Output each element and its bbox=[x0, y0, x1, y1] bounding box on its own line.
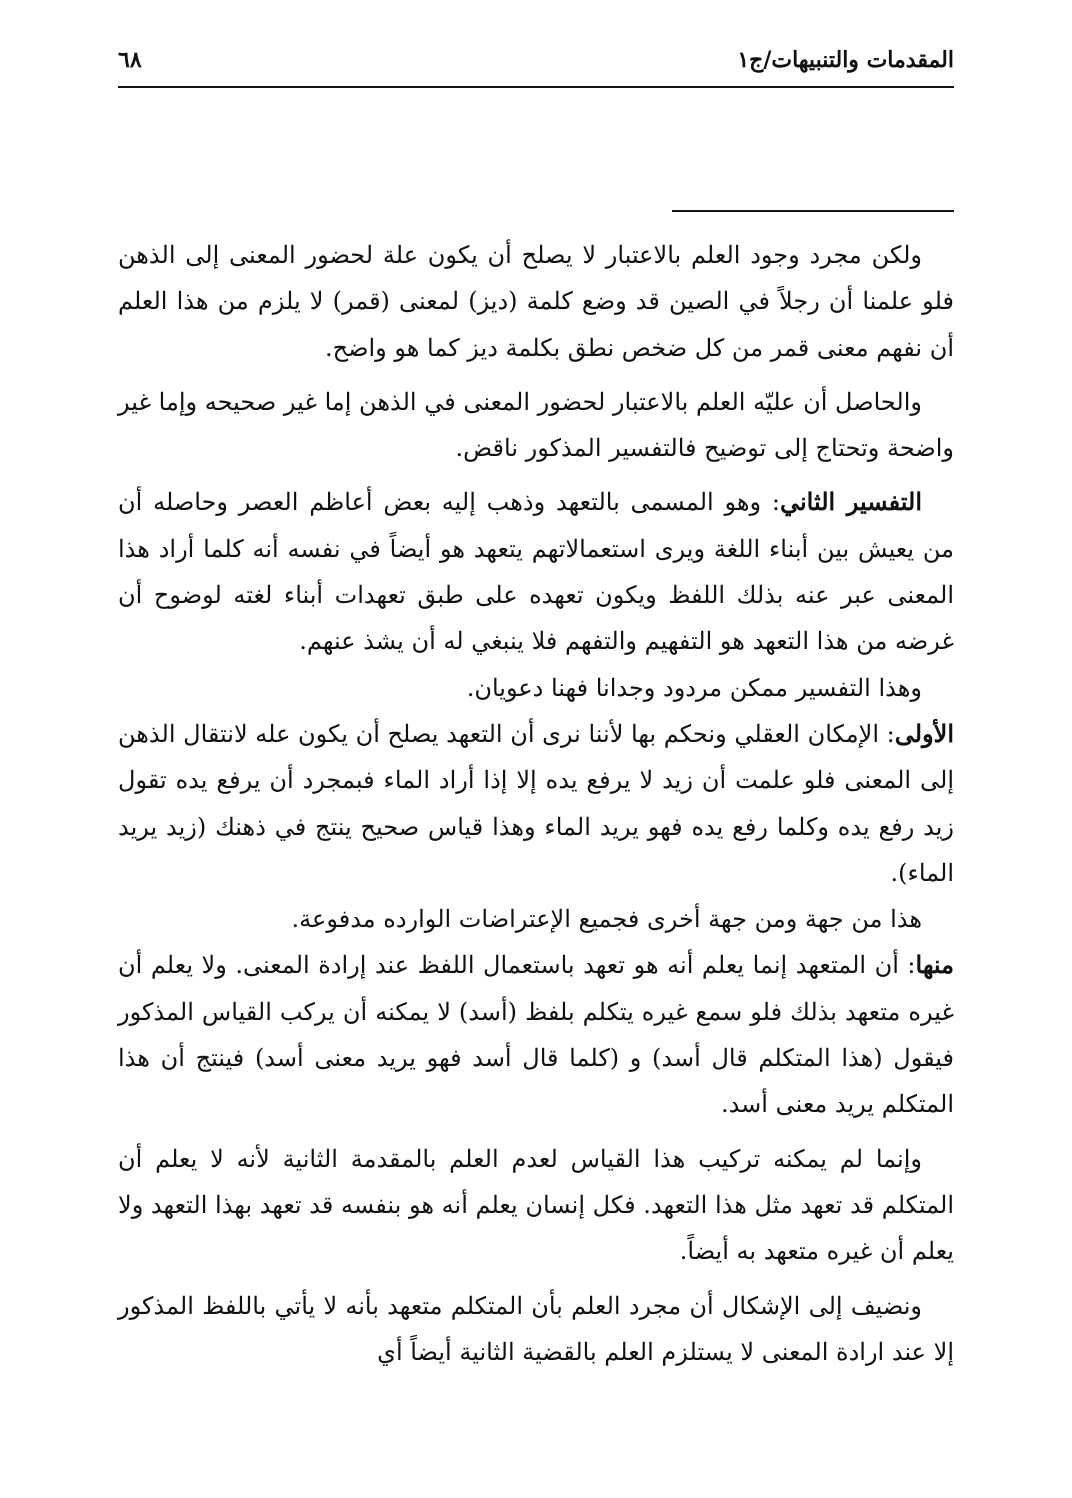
paragraph-text: وإنما لم يمكنه تركيب هذا القياس لعدم العلم بالمقدمة الثانية لأنه لا يعلم أن المتكلم قد تعهد مثل هذا التعهد. فكل إنسان يعلم أنه هو بنفسه قد تعهد بهذا التعهد ولا يعلم أن غيره متعهد به أيضاً. bbox=[118, 1144, 954, 1266]
paragraph-text: : وهو المسمى بالتعهد وذهب إليه بعض أعاظم العصر وحاصله أن من يعيش بين أبناء اللغة ويرى استعمالاتهم يتعهد هو أيضاً في نفسه أنه كلما أراد هذا المعنى عبر عنه بذلك اللفظ ويكون تعهده على طبق تعهدات أبناء لغته لوضوح أن غرضه من هذا التعهد هو التفهيم والتفهم فلا ينبغي له أن يشذ عنهم. bbox=[118, 488, 955, 656]
paragraph bbox=[118, 379, 954, 472]
paragraph bbox=[118, 665, 954, 711]
paragraph bbox=[118, 1283, 954, 1376]
body-text bbox=[118, 232, 954, 1375]
paragraph bbox=[118, 711, 954, 896]
separator-rule bbox=[672, 210, 954, 212]
paragraph-text: والحاصل أن عليّه العلم بالاعتبار لحضور المعنى في الذهن إما غير صحيحه وإما غير واضحة وتحتاج إلى توضيح فالتفسير المذكور ناقض. bbox=[118, 387, 954, 463]
header-rule bbox=[118, 86, 954, 88]
page-number: ٦٨ bbox=[118, 47, 142, 73]
paragraph-text: وهذا التفسير ممكن مردود وجدانا فهنا دعويان. bbox=[466, 673, 922, 702]
running-header bbox=[118, 40, 954, 80]
paragraph bbox=[118, 1136, 954, 1275]
paragraph bbox=[118, 942, 954, 1127]
paragraph-text: ونضيف إلى الإشكال أن مجرد العلم بأن المتكلم متعهد بأنه لا يأتي باللفظ المذكور إلا عند ارادة المعنى لا يستلزم العلم بالقضية الثانية أيضاً أي bbox=[118, 1291, 954, 1366]
paragraph bbox=[118, 232, 954, 371]
running-title: المقدمات والتنبيهات/ج١ bbox=[737, 47, 954, 73]
paragraph-lead: منها bbox=[915, 950, 954, 980]
paragraph-text: : الإمكان العقلي ونحكم بها لأننا نرى أن التعهد يصلح أن يكون عله لانتقال الذهن إلى المعنى فلو علمت أن زيد لا يرفع يده إلا إذا أراد الماء فبمجرد أن يرفع يده تقول زيد رفع يده وكلما رفع يده فهو يريد الماء وهذا قياس صحيح ينتج في ذهنك (زيد يريد الماء). bbox=[118, 719, 954, 887]
paragraph-lead: الأولى bbox=[894, 718, 954, 748]
paragraph-lead: التفسير الثاني bbox=[780, 487, 922, 517]
paragraph-text: : أن المتعهد إنما يعلم أنه هو تعهد باستعمال اللفظ عند إرادة المعنى. ولا يعلم أن غيره متعهد بذلك فلو سمع غيره يتكلم بلفظ (أسد) لا يمكنه أن يركب القياس المذكور فيقول (هذا المتكلم قال أسد) و (كلما قال أسد فهو يريد معنى أسد) فينتج أن هذا المتكلم يريد معنى أسد. bbox=[118, 951, 954, 1119]
paragraph-text: ولكن مجرد وجود العلم بالاعتبار لا يصلح أن يكون علة لحضور المعنى إلى الذهن فلو علمنا أن رجلاً في الصين قد وضع كلمة (ديز) لمعنى (قمر) لا يلزم من هذا العلم أن نفهم معنى قمر من كل ضخص نطق بكلمة ديز كما هو واضح. bbox=[118, 241, 954, 362]
paragraph bbox=[118, 896, 954, 942]
paragraph bbox=[118, 479, 954, 664]
paragraph-text: هذا من جهة ومن جهة أخرى فجميع الإعتراضات الوارده مدفوعة. bbox=[291, 905, 922, 934]
